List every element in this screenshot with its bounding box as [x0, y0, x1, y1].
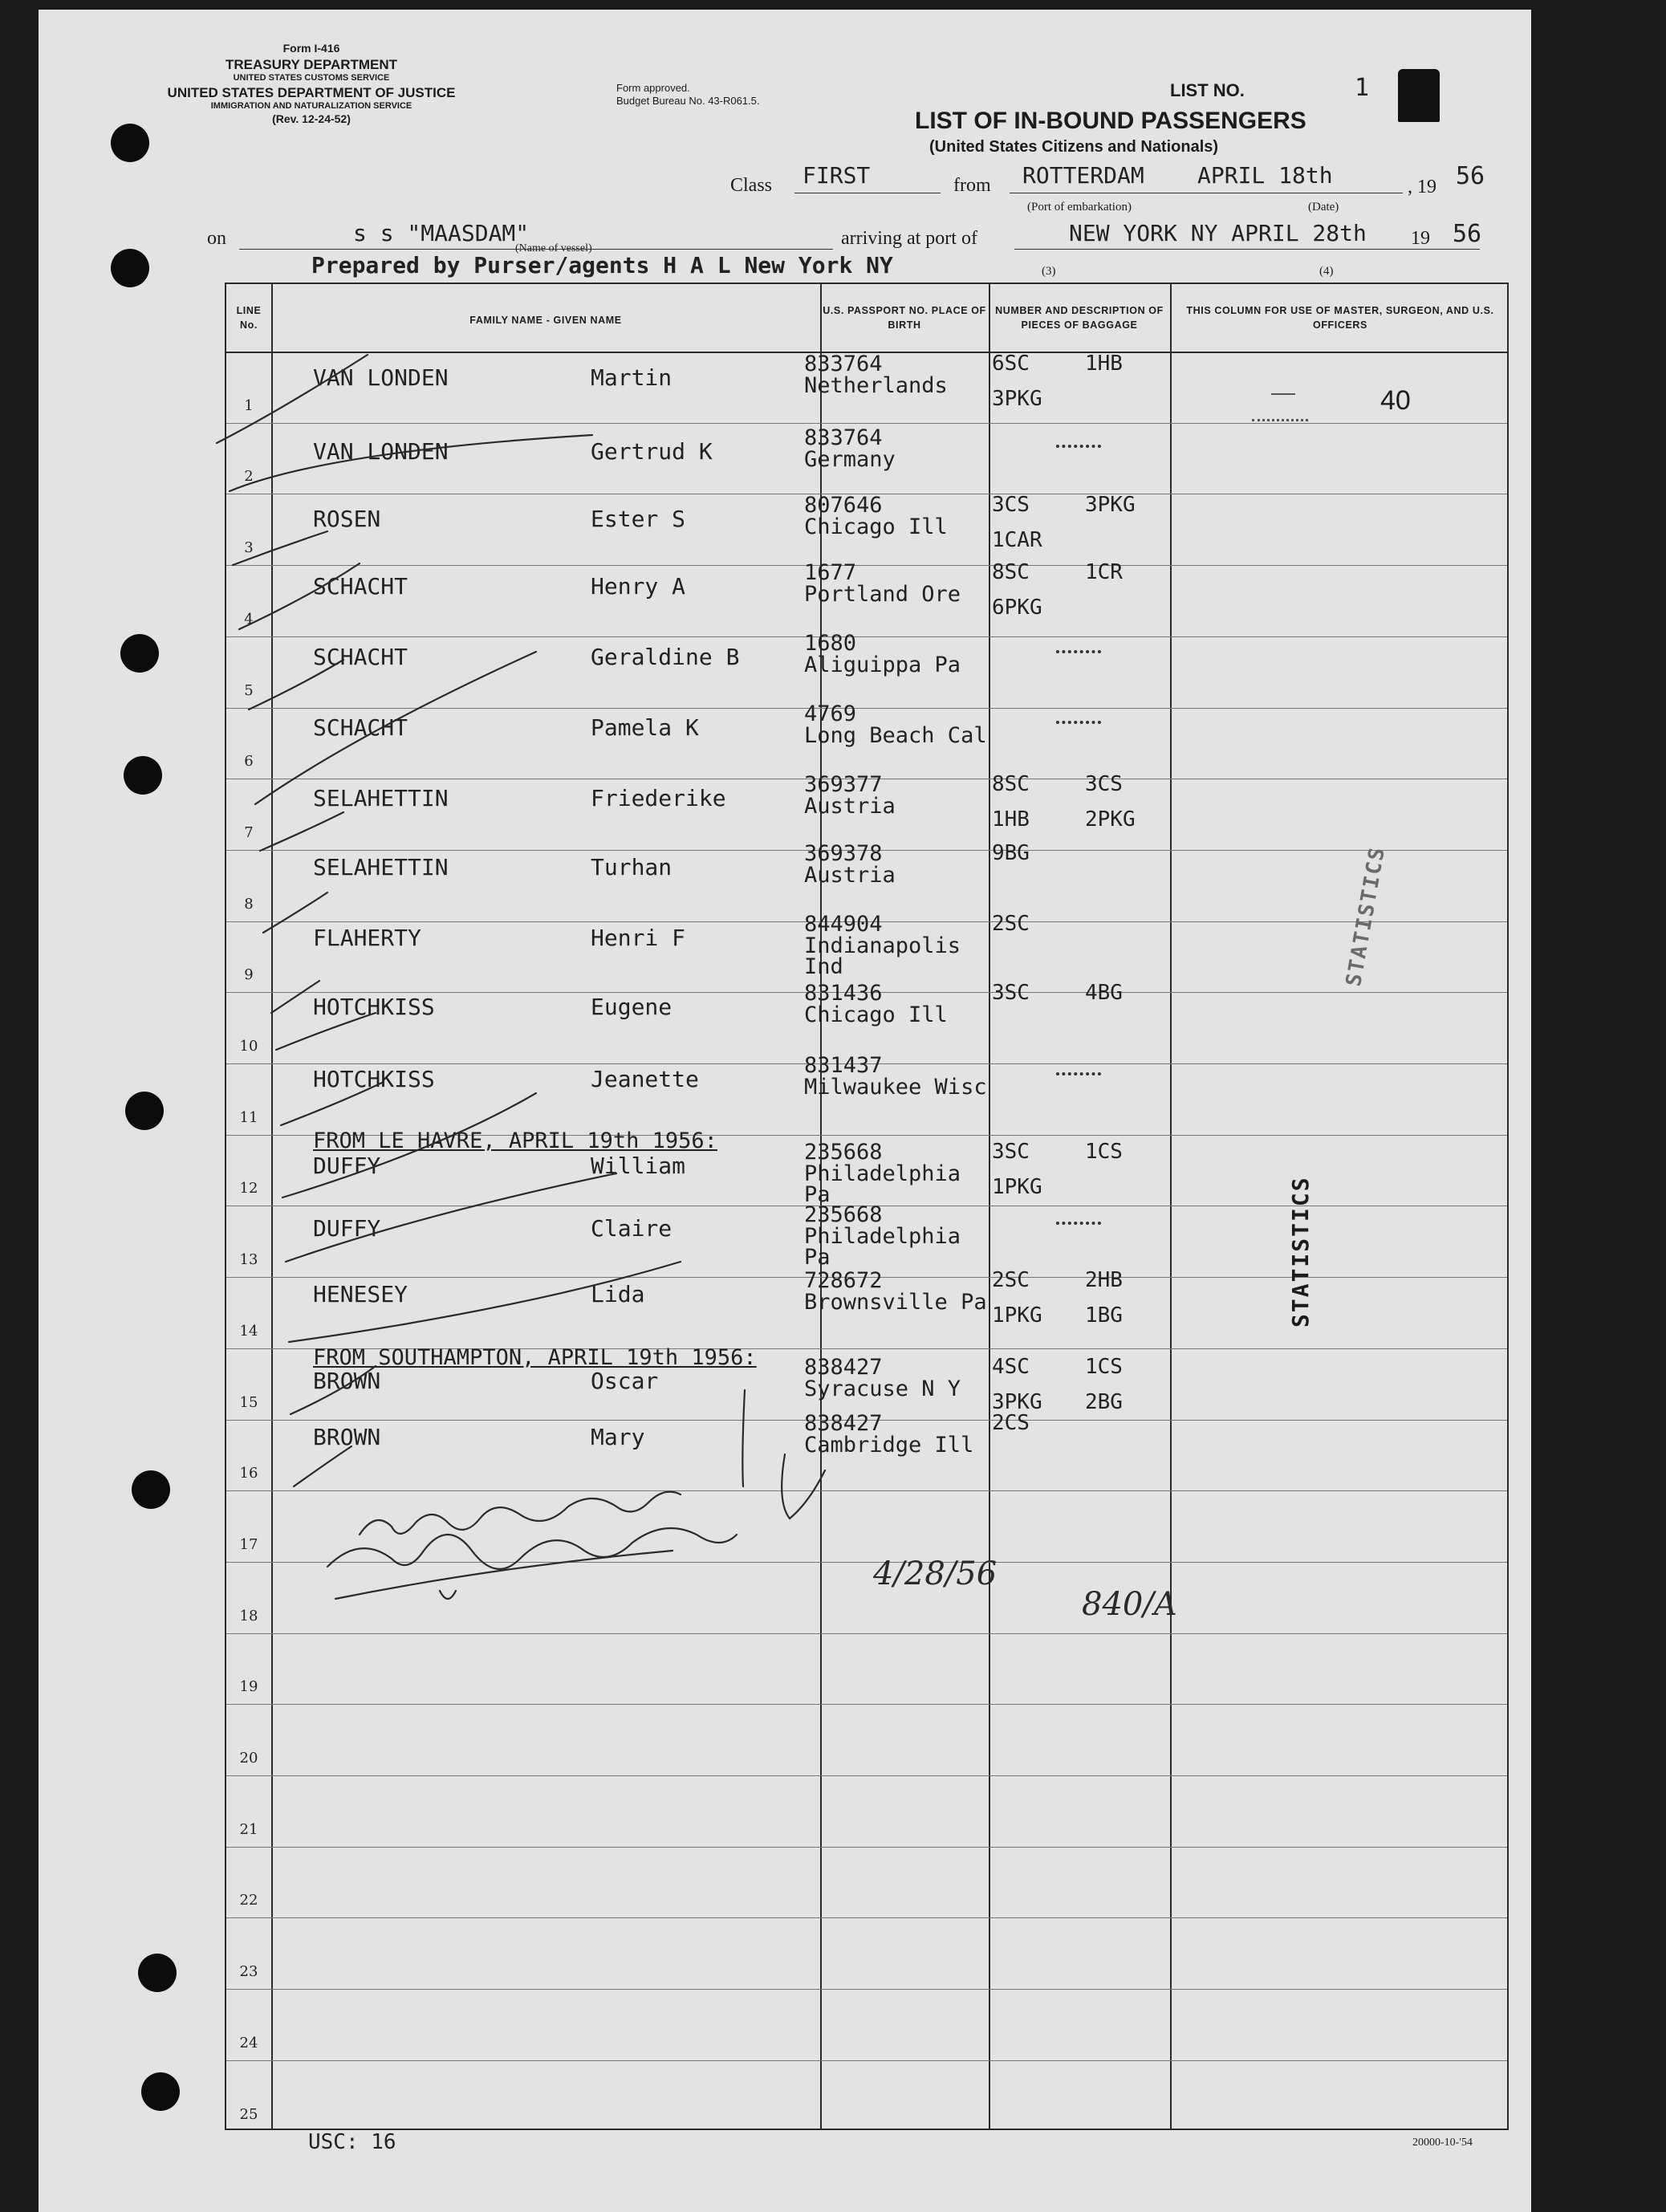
footer-code: USC: 16: [308, 2130, 396, 2154]
col-name: FAMILY NAME - GIVEN NAME: [469, 315, 622, 326]
place-of-birth: Indianapolis Ind: [804, 933, 961, 979]
passport-number: 831437: [804, 1053, 883, 1078]
place-of-birth: Austria: [804, 794, 896, 819]
ditto-mark: [1056, 1072, 1101, 1076]
row-rule: [226, 1847, 1507, 1848]
from-label: from: [953, 175, 991, 196]
row-rule: [226, 565, 1507, 566]
line-number: 7: [244, 823, 254, 841]
ditto-mark: [1056, 445, 1101, 448]
baggage-1: 2SC: [992, 1268, 1030, 1292]
line-number: 22: [239, 1892, 258, 1909]
ref-3: (3): [1042, 265, 1056, 278]
place-of-birth: Netherlands: [804, 373, 948, 398]
field-underline: [239, 249, 833, 250]
passport-number: 235668: [804, 1202, 883, 1227]
row-rule: [226, 636, 1507, 637]
line-number: 13: [239, 1251, 258, 1269]
officer-marks: [1271, 393, 1295, 395]
line-number: 9: [244, 966, 254, 984]
baggage-2: 4BG: [1085, 981, 1123, 1005]
place-of-birth: Aliguippa Pa: [804, 653, 961, 677]
baggage-2: 3PKG: [1085, 493, 1136, 517]
punch-hole: [132, 1470, 170, 1509]
row-rule: [226, 1917, 1507, 1918]
arrival-port: NEW YORK NY APRIL 28th: [1069, 220, 1367, 246]
given-name: Jeanette: [591, 1066, 699, 1092]
date-caption: (Date): [1308, 201, 1339, 213]
statistics-stamp: STATISTICS: [1287, 1176, 1314, 1328]
ditto-mark: [1056, 650, 1101, 653]
baggage-1: 9BG: [992, 841, 1030, 865]
baggage-1: 8SC: [992, 560, 1030, 584]
row-rule: [226, 708, 1507, 709]
family-name: DUFFY: [313, 1153, 381, 1179]
given-name: William: [591, 1153, 686, 1179]
punch-hole: [138, 1954, 177, 1992]
passport-number: 4769: [804, 701, 857, 726]
row-rule: [226, 2060, 1507, 2061]
row-rule: [226, 1562, 1507, 1563]
print-code: 20000-10-'54: [1412, 2137, 1473, 2149]
col-baggage: NUMBER AND DESCRIPTION OF PIECES OF BAGGAGE: [995, 305, 1164, 331]
port-embarkation-caption: (Port of embarkation): [1027, 201, 1132, 213]
ditto-mark: [1056, 721, 1101, 724]
baggage-2: 2HB: [1085, 1268, 1123, 1292]
col-passport: U.S. PASSPORT NO. PLACE OF BIRTH: [823, 305, 986, 331]
form-identification: [159, 42, 464, 126]
place-of-birth: Philadelphia Pa: [804, 1161, 961, 1207]
line-number: 24: [239, 2034, 258, 2051]
line-number: 15: [239, 1393, 258, 1411]
field-underline: [1014, 249, 1480, 250]
baggage-2: 1CS: [1085, 1140, 1123, 1164]
place-of-birth: Syracuse N Y: [804, 1376, 961, 1401]
baggage-3: 6PKG: [992, 596, 1042, 620]
statistics-stamp: STATISTICS: [1342, 844, 1391, 989]
row-rule: [226, 1633, 1507, 1634]
family-name: BROWN: [313, 1368, 381, 1394]
baggage-1: 2CS: [992, 1411, 1030, 1435]
embark-port: ROTTERDAM: [1022, 162, 1144, 189]
list-no-label: LIST NO.: [1170, 80, 1245, 100]
row-rule: [226, 423, 1507, 424]
passport-number: 838427: [804, 1355, 883, 1380]
section-le-havre: FROM LE HAVRE, APRIL 19th 1956:: [313, 1128, 717, 1153]
passport-number: 235668: [804, 1140, 883, 1165]
form-approved: Form approved.: [616, 82, 690, 94]
given-name: Eugene: [591, 994, 672, 1020]
prepared-by: Prepared by Purser/agents H A L New York NY: [311, 252, 893, 279]
col-line-no: LINE No.: [236, 305, 262, 331]
family-name: SELAHETTIN: [313, 854, 449, 880]
baggage-4: 2BG: [1085, 1390, 1123, 1414]
given-name: Turhan: [591, 854, 672, 880]
officer-count: 40: [1380, 385, 1411, 416]
ref-4: (4): [1319, 265, 1334, 278]
baggage-1: 3SC: [992, 981, 1030, 1005]
baggage-1: 2SC: [992, 912, 1030, 936]
baggage-4: 1BG: [1085, 1303, 1123, 1328]
family-name: BROWN: [313, 1424, 381, 1450]
line-number: 19: [239, 1678, 258, 1696]
family-name: HENESEY: [313, 1281, 408, 1307]
given-name: Mary: [591, 1424, 645, 1450]
baggage-2: 1CS: [1085, 1355, 1123, 1379]
arriving-label: arriving at port of: [841, 228, 977, 249]
line-number: 21: [239, 1820, 258, 1838]
line-number: 1: [244, 396, 254, 414]
punch-hole: [111, 249, 149, 287]
list-title: LIST OF IN-BOUND PASSENGERS: [915, 108, 1306, 134]
line-number: 25: [239, 2105, 258, 2123]
given-name: Ester S: [591, 506, 686, 532]
baggage-3: 3PKG: [992, 387, 1042, 411]
baggage-2: 1CR: [1085, 560, 1123, 584]
place-of-birth: Germany: [804, 447, 896, 472]
place-of-birth: Portland Ore: [804, 582, 961, 607]
baggage-1: 3SC: [992, 1140, 1030, 1164]
baggage-1: 6SC: [992, 352, 1030, 376]
given-name: Geraldine B: [591, 644, 740, 670]
given-name: Claire: [591, 1215, 672, 1242]
passport-number: 844904: [804, 912, 883, 937]
embark-year: 56: [1456, 162, 1485, 190]
on-label: on: [207, 228, 226, 249]
passport-number: 833764: [804, 425, 883, 450]
place-of-birth: Philadelphia Pa: [804, 1224, 961, 1270]
list-subtitle: (United States Citizens and Nationals): [929, 138, 1219, 156]
passport-number: 831436: [804, 981, 883, 1006]
line-number: 23: [239, 1963, 258, 1981]
given-name: Henri F: [591, 925, 686, 951]
family-name: VAN LONDEN: [313, 364, 449, 391]
passport-number: 728672: [804, 1268, 883, 1293]
revision-label: (Rev. 12-24-52): [272, 112, 351, 125]
line-number: 18: [239, 1607, 258, 1624]
section-southampton: FROM SOUTHAMPTON, APRIL 19th 1956:: [313, 1345, 757, 1370]
line-number: 11: [239, 1108, 258, 1126]
punch-hole: [141, 2072, 180, 2111]
baggage-3: 3PKG: [992, 1390, 1042, 1414]
place-of-birth: Austria: [804, 863, 896, 888]
class-label: Class: [730, 175, 773, 196]
place-of-birth: Brownsville Pa: [804, 1290, 987, 1315]
customs-label: UNITED STATES CUSTOMS SERVICE: [233, 72, 390, 83]
ins-label: IMMIGRATION AND NATURALIZATION SERVICE: [210, 100, 412, 111]
row-rule: [226, 1704, 1507, 1705]
family-name: DUFFY: [313, 1215, 381, 1242]
place-of-birth: Chicago Ill: [804, 514, 948, 539]
family-name: SELAHETTIN: [313, 785, 449, 811]
baggage-4: 2PKG: [1085, 807, 1136, 832]
baggage-3: 1CAR: [992, 528, 1042, 552]
passport-number: 833764: [804, 352, 883, 376]
row-rule: [226, 1775, 1507, 1776]
line-number: 20: [239, 1750, 258, 1767]
ditto-mark: [1056, 1222, 1101, 1225]
baggage-3: 1PKG: [992, 1303, 1042, 1328]
line-number: 6: [244, 753, 254, 771]
handwritten-count: 840/A: [1082, 1586, 1177, 1623]
handwritten-date: 4/28/56: [873, 1555, 998, 1592]
passport-number: 1680: [804, 631, 857, 656]
budget-bureau: Budget Bureau No. 43-R061.5.: [616, 95, 760, 108]
baggage-2: 1HB: [1085, 352, 1123, 376]
given-name: Martin: [591, 364, 672, 391]
passport-number: 838427: [804, 1411, 883, 1436]
line-number: 8: [244, 895, 254, 913]
given-name: Lida: [591, 1281, 645, 1307]
baggage-1: 8SC: [992, 772, 1030, 796]
place-of-birth: Long Beach Cal: [804, 723, 987, 748]
officer-marks: [1252, 419, 1308, 421]
line-number: 16: [239, 1465, 258, 1482]
arrival-year: 56: [1453, 220, 1482, 248]
punch-hole: [111, 124, 149, 162]
form-number: Form I-416: [282, 42, 340, 55]
punch-hole: [124, 756, 162, 795]
line-number: 12: [239, 1180, 258, 1197]
passport-number: 807646: [804, 493, 883, 518]
family-name: HOTCHKISS: [313, 994, 435, 1020]
line-number: 17: [239, 1535, 258, 1553]
given-name: Oscar: [591, 1368, 659, 1394]
family-name: SCHACHT: [313, 644, 408, 670]
vessel-name: s s "MAASDAM": [353, 220, 530, 246]
embark-date: APRIL 18th: [1197, 162, 1333, 189]
passport-number: 1677: [804, 560, 857, 585]
baggage-3: 1HB: [992, 807, 1030, 832]
punch-hole: [125, 1092, 164, 1130]
row-rule: [226, 1989, 1507, 1990]
line-number: 3: [244, 539, 254, 557]
treasury-label: TREASURY DEPARTMENT: [225, 56, 398, 72]
given-name: Friederike: [591, 785, 726, 811]
place-of-birth: Milwaukee Wisc: [804, 1075, 987, 1100]
line-number: 5: [244, 681, 254, 699]
given-name: Henry A: [591, 573, 686, 600]
baggage-1: 4SC: [992, 1355, 1030, 1379]
passport-number: 369378: [804, 841, 883, 866]
list-number-stamp: [1398, 69, 1440, 122]
given-name: Gertrud K: [591, 438, 713, 465]
baggage-2: 3CS: [1085, 772, 1123, 796]
baggage-1: 3CS: [992, 493, 1030, 517]
line-number: 4: [244, 610, 254, 628]
arrival-year-prefix: 19: [1411, 228, 1430, 249]
given-name: Pamela K: [591, 714, 699, 741]
class-value: FIRST: [803, 162, 871, 189]
family-name: FLAHERTY: [313, 925, 421, 951]
family-name: ROSEN: [313, 506, 381, 532]
col-officers: THIS COLUMN FOR USE OF MASTER, SURGEON, AND U.S. OFFICERS: [1186, 305, 1494, 331]
line-number: 14: [239, 1322, 258, 1340]
justice-label: UNITED STATES DEPARTMENT OF JUSTICE: [167, 84, 456, 100]
line-number: 2: [244, 468, 254, 486]
budget-block: [616, 82, 760, 108]
manifest-page: [39, 10, 1531, 2212]
family-name: VAN LONDEN: [313, 438, 449, 465]
family-name: SCHACHT: [313, 573, 408, 600]
punch-hole: [120, 634, 159, 673]
year-prefix: , 19: [1408, 177, 1436, 197]
vessel-caption: (Name of vessel): [515, 242, 592, 254]
place-of-birth: Chicago Ill: [804, 1002, 948, 1027]
place-of-birth: Cambridge Ill: [804, 1433, 974, 1458]
baggage-3: 1PKG: [992, 1175, 1042, 1199]
family-name: HOTCHKISS: [313, 1066, 435, 1092]
list-no-value: 1: [1355, 74, 1370, 102]
line-number: 10: [239, 1038, 258, 1055]
row-rule: [226, 1490, 1507, 1491]
family-name: SCHACHT: [313, 714, 408, 741]
passport-number: 369377: [804, 772, 883, 797]
